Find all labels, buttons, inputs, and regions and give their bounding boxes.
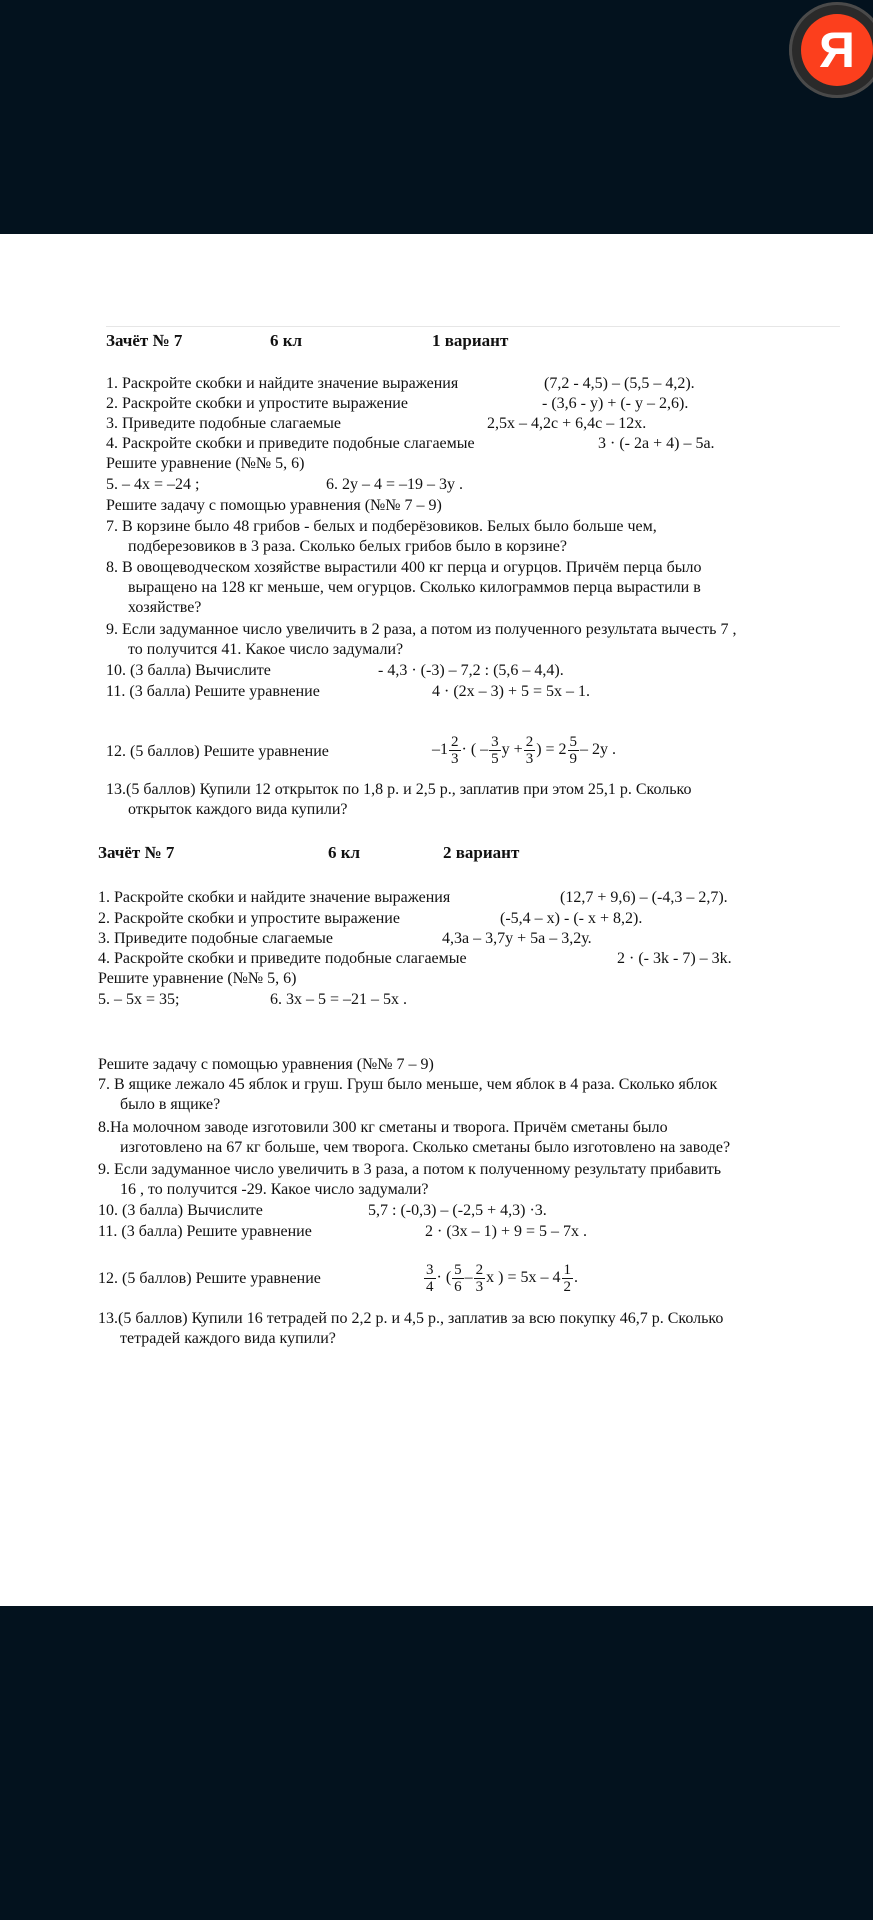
v2-task1: 1. Раскройте скобки и найдите значение выражения [98, 889, 451, 906]
v1-task3-expr: 2,5х – 4,2с + 6,4с – 12х. [487, 415, 647, 432]
v1-task13-line2: открыток каждого вида купили? [128, 801, 348, 818]
v1-task5: 5. – 4х = –24 ; [106, 476, 200, 493]
v2-task12: 12. (5 баллов) Решите уравнение [98, 1270, 321, 1287]
v2-task13-line2: тетрадей каждого вида купили? [120, 1330, 336, 1347]
v1-task4: 4. Раскройте скобки и приведите подобные слагаемые [106, 435, 475, 452]
v1-task8-line1: 8. В овощеводческом хозяйстве вырастили 400 кг перца и огурцов. Причём перца было [106, 559, 702, 576]
v2-task10: 10. (3 балла) Вычислите [98, 1202, 263, 1219]
v1-title: Зачёт № 7 [106, 331, 183, 350]
yandex-button[interactable] [789, 2, 873, 98]
v1-task1: 1. Раскройте скобки и найдите значение выражения [106, 375, 459, 392]
v2-task7-line1: 7. В ящике лежало 45 яблок и груш. Груш было меньше, чем яблок в 4 раза. Сколько яблок [98, 1076, 718, 1093]
v1-task1-expr: (7,2 - 4,5) – (5,5 – 4,2). [544, 375, 695, 392]
v1-task7-line1: 7. В корзине было 48 грибов - белых и подберёзовиков. Белых было больше чем, [106, 518, 657, 535]
v1-task10: 10. (3 балла) Вычислите [106, 662, 271, 679]
v1-task2: 2. Раскройте скобки и упростите выражение [106, 395, 408, 412]
v2-task3-expr: 4,3а – 3,7у + 5а – 3,2у. [442, 930, 592, 947]
v2-task11: 11. (3 балла) Решите уравнение [98, 1223, 312, 1240]
document-page [0, 234, 873, 1606]
v2-task12-equation: $\frac{3}{4}$ · ( $\frac{5}{6}$ – $\frac{2}{3}$ х ) = 5х – 4 $\frac{1}{2}$ . [426, 1261, 579, 1295]
v2-task6: 6. 3х – 5 = –21 – 5х . [270, 991, 408, 1008]
v1-task9-line1: 9. Если задуманное число увеличить в 2 раза, а потом из полученного результата вычесть 7 , [106, 621, 737, 638]
v1-task6: 6. 2у – 4 = –19 – 3у . [326, 476, 464, 493]
v2-variant: 2 вариант [443, 843, 520, 862]
v2-task11-expr: 2 · (3х – 1) + 9 = 5 – 7х . [425, 1223, 588, 1240]
v1-grade: 6 кл [270, 331, 303, 350]
v2-eq-heading: Решите уравнение (№№ 5, 6) [98, 970, 297, 987]
v2-task10-expr: 5,7 : (-0,3) – (-2,5 + 4,3) ·3. [368, 1202, 547, 1219]
v2-task3: 3. Приведите подобные слагаемые [98, 930, 333, 947]
v1-task11-expr: 4 · (2х – 3) + 5 = 5х – 1. [432, 683, 591, 700]
v1-task13-line1: 13.(5 баллов) Купили 12 открыток по 1,8 р. и 2,5 р., заплатив при этом 25,1 р. Сколько [106, 781, 692, 798]
v1-task8-line3: хозяйстве? [128, 599, 202, 616]
v1-task4-expr: 3 · (- 2а + 4) – 5а. [598, 435, 715, 452]
v2-task4: 4. Раскройте скобки и приведите подобные слагаемые [98, 950, 467, 967]
v1-task9-line2: то получится 41. Какое число задумали? [128, 641, 404, 658]
v2-task4-expr: 2 · (- 3k - 7) – 3k. [617, 950, 732, 967]
v2-problem-heading: Решите задачу с помощью уравнения (№№ 7 – 9) [98, 1056, 434, 1073]
v2-task2-expr: (-5,4 – х) - (- х + 8,2). [500, 910, 643, 927]
v1-eq-heading: Решите уравнение (№№ 5, 6) [106, 455, 305, 472]
v1-task12: 12. (5 баллов) Решите уравнение [106, 743, 329, 760]
v1-task11: 11. (3 балла) Решите уравнение [106, 683, 320, 700]
v2-task2: 2. Раскройте скобки и упростите выражение [98, 910, 400, 927]
divider [106, 326, 840, 327]
v2-task8-line2: изготовлено на 67 кг больше, чем творога. Сколько сметаны было изготовлено на заводе? [120, 1139, 731, 1156]
v1-problem-heading: Решите задачу с помощью уравнения (№№ 7 – 9) [106, 497, 442, 514]
v2-grade: 6 кл [328, 843, 361, 862]
v2-task9-line2: 16 , то получится -29. Какое число задумали? [120, 1181, 429, 1198]
v1-task3: 3. Приведите подобные слагаемые [106, 415, 341, 432]
v1-task8-line2: выращено на 128 кг меньше, чем огурцов. Сколько килограммов перца вырастили в [128, 579, 701, 596]
v1-task12-equation: –1 $\frac{2}{3}$ · ( – $\frac{3}{5}$ у + $\frac{2}{3}$ ) = 2 $\frac{5}{9}$ – 2у . [432, 733, 617, 767]
v2-title: Зачёт № 7 [98, 843, 175, 862]
v1-variant: 1 вариант [432, 331, 509, 350]
v1-task2-expr: - (3,6 - у) + (- у – 2,6). [542, 395, 689, 412]
v1-task10-expr: - 4,3 · (-3) – 7,2 : (5,6 – 4,4). [378, 662, 564, 679]
v1-task7-line2: подберезовиков в 3 раза. Сколько белых грибов было в корзине? [128, 538, 567, 555]
v2-task13-line1: 13.(5 баллов) Купили 16 тетрадей по 2,2 р. и 4,5 р., заплатив за всю покупку 46,7 р. Сколько [98, 1310, 724, 1327]
v2-task9-line1: 9. Если задуманное число увеличить в 3 раза, а потом к полученному результату прибавить [98, 1161, 722, 1178]
v2-task7-line2: было в ящике? [120, 1096, 221, 1113]
yandex-logo-icon: Я [801, 14, 873, 86]
v2-task5: 5. – 5х = 35; [98, 991, 180, 1008]
v2-task8-line1: 8.На молочном заводе изготовили 300 кг сметаны и творога. Причём сметаны было [98, 1119, 668, 1136]
v2-task1-expr: (12,7 + 9,6) – (-4,3 – 2,7). [560, 889, 728, 906]
